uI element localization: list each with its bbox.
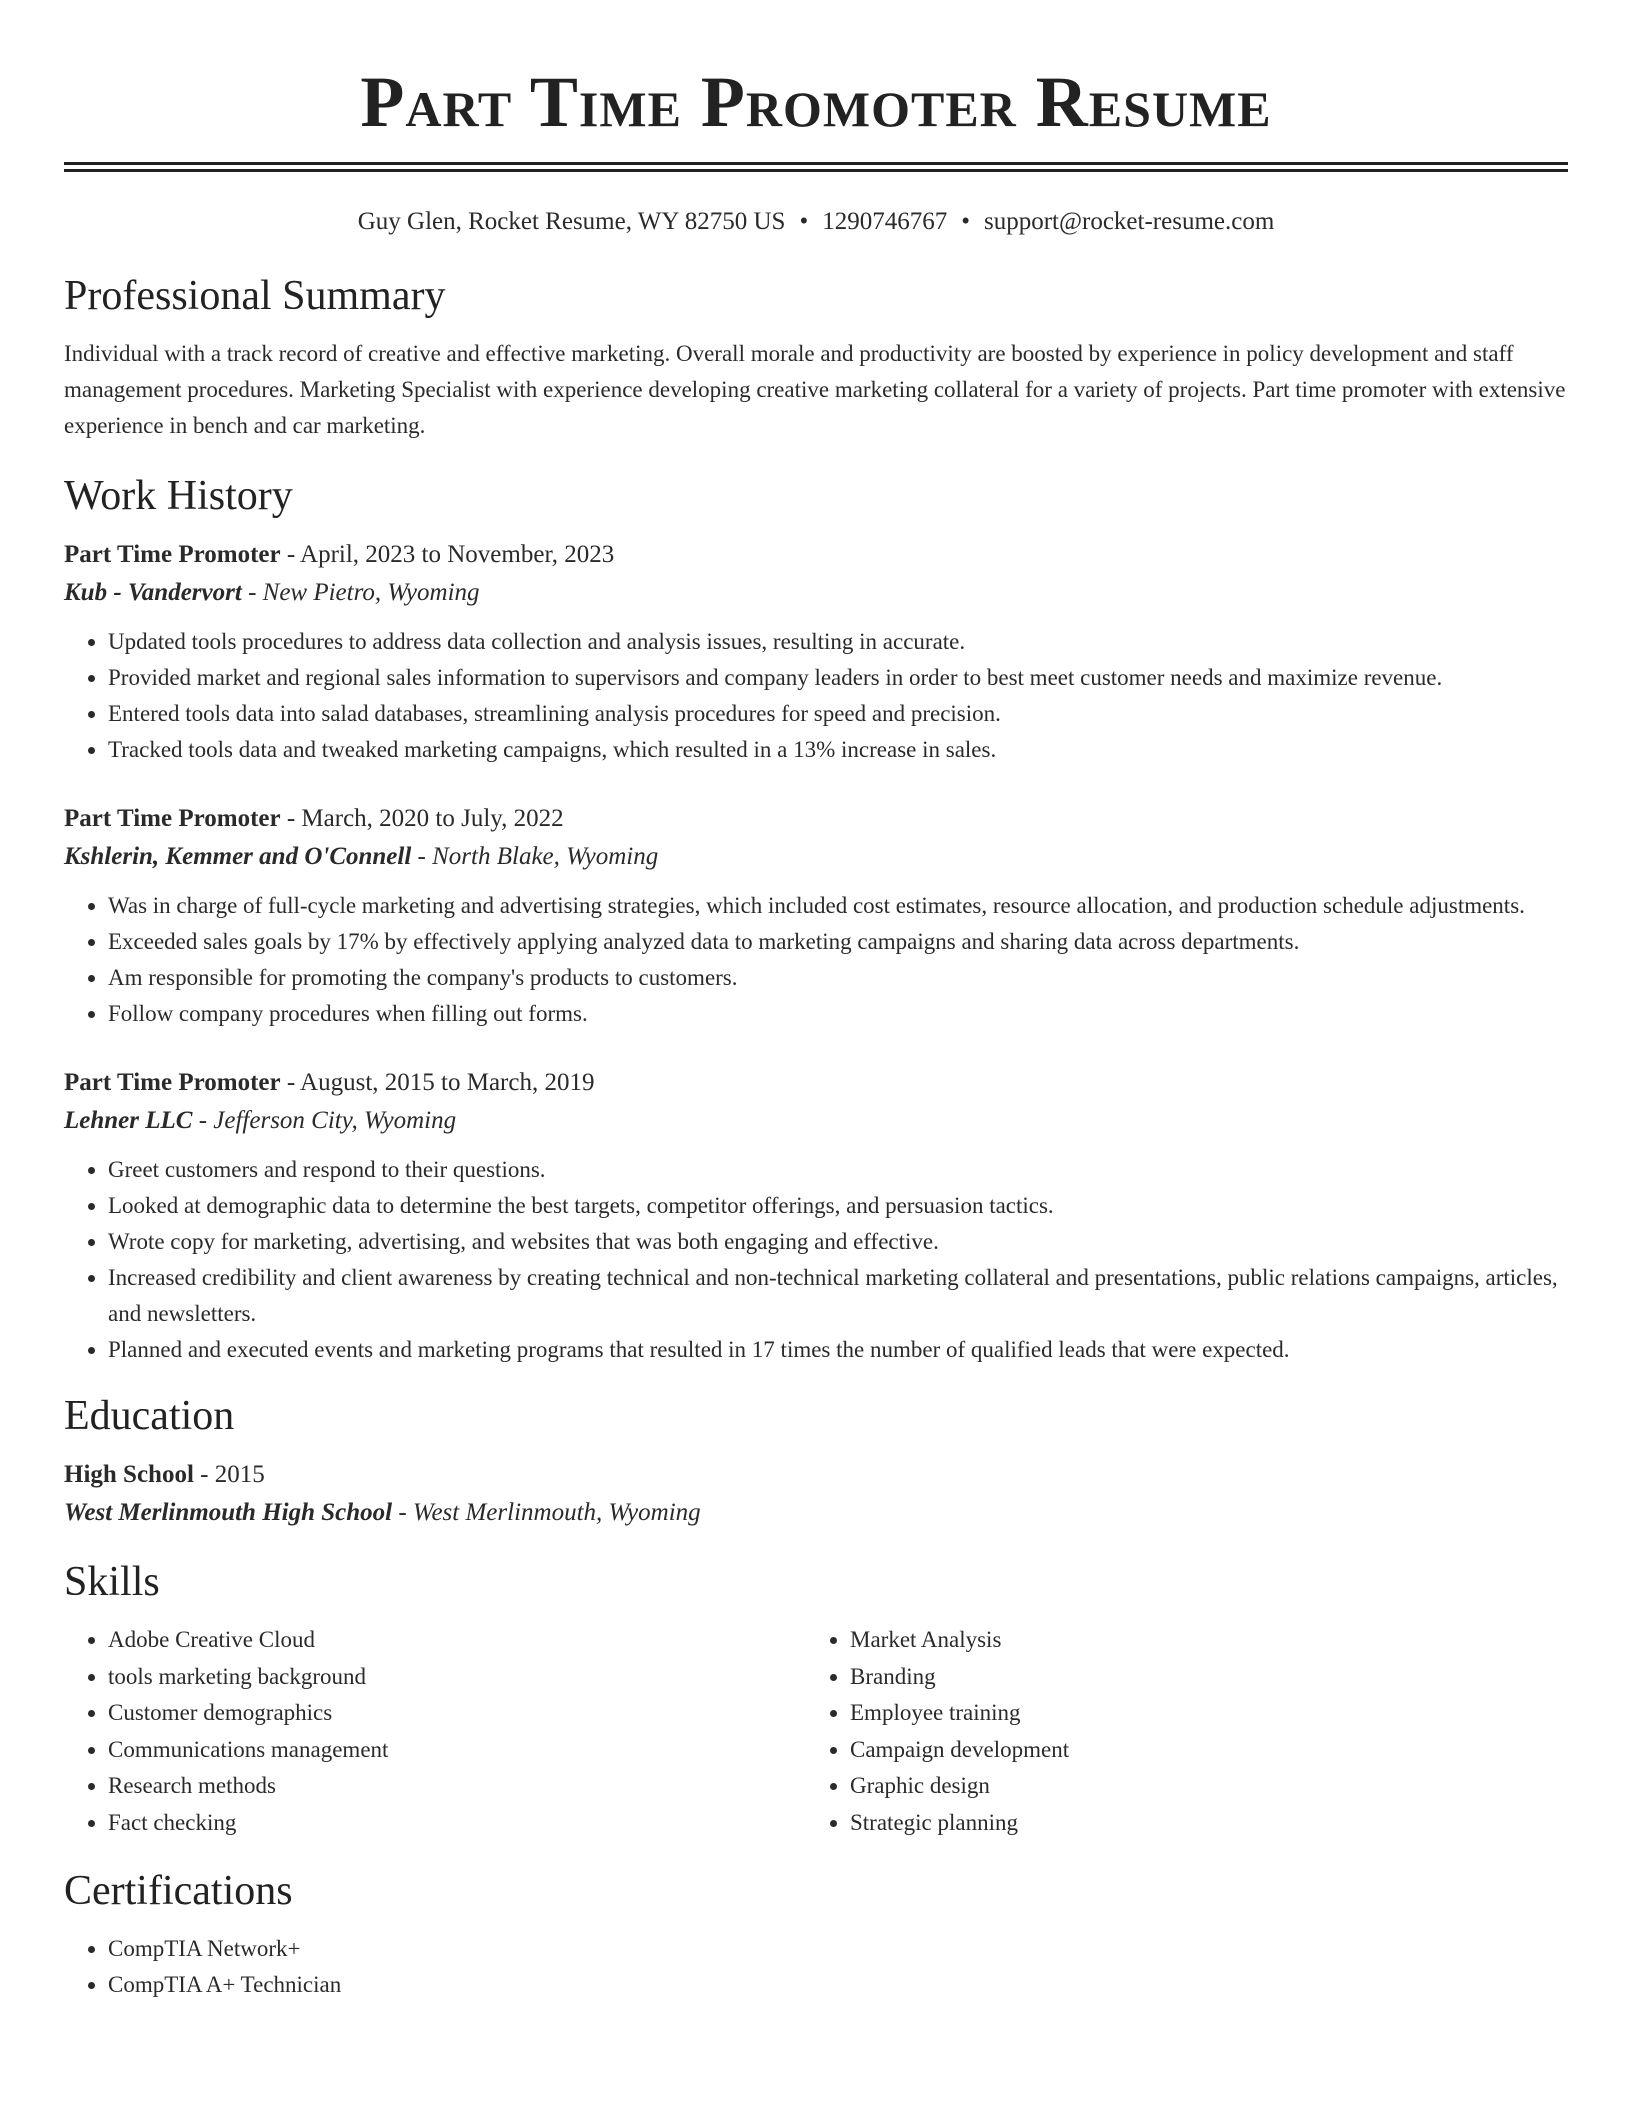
contact-email[interactable]: support@rocket-resume.com — [983, 208, 1275, 235]
resume-title: Part Time Promoter Resume — [360, 62, 1272, 142]
list-item: • Am responsible for promoting the company's products to customers. — [108, 960, 1568, 996]
education-school-line — [64, 1494, 1568, 1532]
job-location: - Jefferson City, Wyoming — [192, 1107, 457, 1134]
job-dates: - August, 2015 to March, 2019 — [280, 1069, 595, 1096]
education-degree-line — [64, 1456, 1568, 1494]
job-location: - New Pietro, Wyoming — [241, 579, 480, 606]
certifications-heading: Certifications — [64, 1868, 293, 1914]
job-entry — [64, 1064, 1568, 1368]
job-company-line — [64, 838, 1568, 876]
contact-separator: • — [961, 208, 970, 235]
skills-heading: Skills — [64, 1559, 160, 1605]
list-item: • Entered tools data into salad databases, streamlining analysis procedures for speed and precision. — [108, 696, 1568, 732]
list-item: • CompTIA A+ Technician — [108, 1967, 1568, 2003]
certifications-list — [64, 1931, 1568, 2003]
contact-line — [64, 206, 1568, 238]
contact-phone: 1290746767 — [822, 208, 948, 235]
job-bullets — [64, 888, 1568, 1032]
list-item: • Communications management — [108, 1732, 806, 1769]
list-item: • Wrote copy for marketing, advertising, and websites that was both engaging and effective. — [108, 1224, 1568, 1260]
list-item: • Looked at demographic data to determine the best targets, competitor offerings, and persuasion tactics. — [108, 1188, 1568, 1224]
list-item: • Increased credibility and client awareness by creating technical and non-technical marketing collateral and presentations, public relations campaigns, articles, and newsletters. — [108, 1260, 1568, 1332]
job-bullets — [64, 624, 1568, 768]
skills-columns — [64, 1622, 1568, 1841]
list-item: • Exceeded sales goals by 17% by effectively applying analyzed data to marketing campaigns and sharing data across departments. — [108, 924, 1568, 960]
list-item: • CompTIA Network+ — [108, 1931, 1568, 1967]
list-item: • Planned and executed events and marketing programs that resulted in 17 times the number of qualified leads that were expected. — [108, 1332, 1568, 1368]
list-item: • Campaign development — [850, 1732, 1548, 1769]
title-rule-bottom — [64, 169, 1568, 172]
list-item: • Provided market and regional sales information to supervisors and company leaders in order to best meet customer needs and maximize revenue. — [108, 660, 1568, 696]
list-item: • Follow company procedures when filling out forms. — [108, 996, 1568, 1032]
contact-separator: • — [799, 208, 809, 235]
list-item: • Was in charge of full-cycle marketing and advertising strategies, which included cost estimates, resource allocation, and production schedule adjustments. — [108, 888, 1568, 924]
education-school: West Merlinmouth High School — [64, 1499, 393, 1526]
education-location: - West Merlinmouth, Wyoming — [392, 1499, 701, 1526]
list-item: • Market Analysis — [850, 1622, 1548, 1659]
job-entry — [64, 800, 1568, 1032]
education-year: - 2015 — [193, 1461, 265, 1488]
list-item: • Graphic design — [850, 1768, 1548, 1805]
job-title: Part Time Promoter — [64, 805, 281, 832]
skills-right-list — [806, 1622, 1548, 1841]
job-company-line — [64, 574, 1568, 612]
job-title-line — [64, 800, 1568, 838]
list-item: • Research methods — [108, 1768, 806, 1805]
job-title-line — [64, 536, 1568, 574]
list-item: • tools marketing background — [108, 1659, 806, 1696]
job-company-line — [64, 1102, 1568, 1140]
list-item: • Tracked tools data and tweaked marketing campaigns, which resulted in a 13% increase in sales. — [108, 732, 1568, 768]
job-title: Part Time Promoter — [64, 1069, 281, 1096]
education-heading: Education — [64, 1393, 235, 1439]
list-item: • Updated tools procedures to address data collection and analysis issues, resulting in accurate. — [108, 624, 1568, 660]
education-degree: High School — [64, 1461, 194, 1488]
skills-left-list — [64, 1622, 806, 1841]
resume-page — [64, 0, 1568, 2003]
work-history-heading: Work History — [64, 473, 293, 519]
list-item: • Customer demographics — [108, 1695, 806, 1732]
education-entry — [64, 1456, 1568, 1532]
contact-address: Guy Glen, Rocket Resume, WY 82750 US — [357, 208, 786, 235]
job-title-line — [64, 1064, 1568, 1102]
job-company: Kshlerin, Kemmer and O'Connell — [64, 843, 412, 870]
job-company: Lehner LLC — [64, 1107, 193, 1134]
job-location: - North Blake, Wyoming — [411, 843, 659, 870]
summary-heading: Professional Summary — [64, 273, 446, 319]
list-item: • Fact checking — [108, 1805, 806, 1842]
job-company: Kub - Vandervort — [64, 579, 242, 606]
job-dates: - April, 2023 to November, 2023 — [280, 541, 615, 568]
summary-text: Individual with a track record of creative and effective marketing. Overall morale and productivity are boosted by experience in policy development and staff management procedures. Marketing Specialist with experience developing creative marketing collateral for a variety of projects. Part time promoter with extensive experience in bench and car marketing. — [64, 341, 1566, 438]
job-dates: - March, 2020 to July, 2022 — [280, 805, 564, 832]
list-item: • Employee training — [850, 1695, 1548, 1732]
list-item: • Adobe Creative Cloud — [108, 1622, 806, 1659]
list-item: • Branding — [850, 1659, 1548, 1696]
list-item: • Strategic planning — [850, 1805, 1548, 1842]
job-bullets — [64, 1152, 1568, 1368]
list-item: • Greet customers and respond to their questions. — [108, 1152, 1568, 1188]
job-title: Part Time Promoter — [64, 541, 281, 568]
job-entry — [64, 536, 1568, 768]
